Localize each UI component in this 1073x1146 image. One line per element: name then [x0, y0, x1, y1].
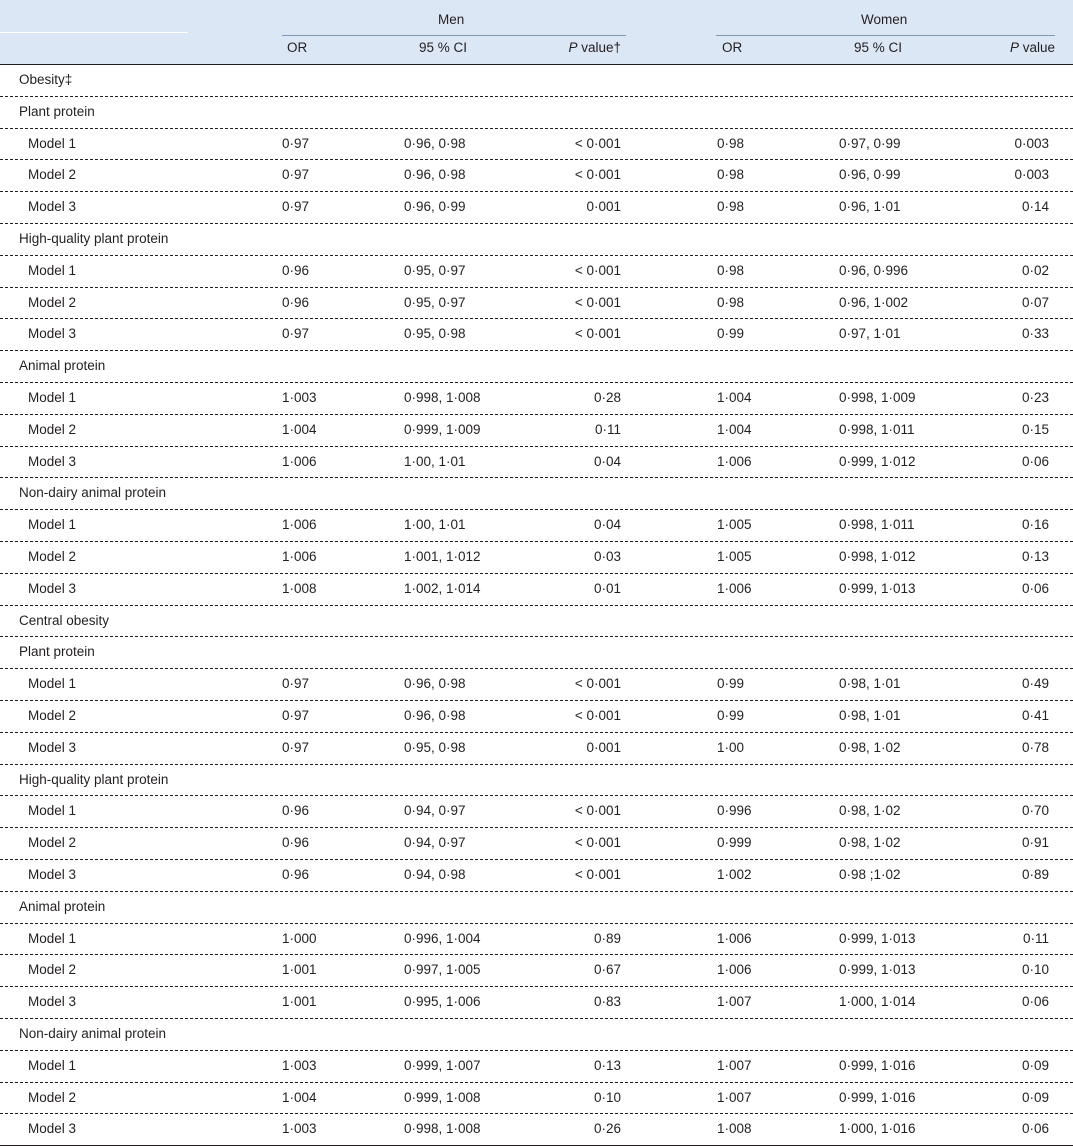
model-label: Model 2 [28, 1089, 77, 1105]
women-or-cell: 1·006 [717, 580, 752, 596]
men-ci-heading: 95 % CI [419, 40, 468, 55]
table-row [0, 319, 1073, 351]
model-label: Model 3 [28, 994, 77, 1010]
men-or-cell: 0·96 [282, 835, 310, 851]
men-ci-cell: 0·995, 1·006 [404, 994, 481, 1010]
women-p-cell: 0·16 [1021, 517, 1049, 533]
women-ci-cell: 0·999, 1·013 [839, 962, 916, 978]
women-or-cell: 0·98 [717, 199, 745, 215]
women-or-cell: 1·006 [717, 962, 752, 978]
model-label: Model 2 [28, 548, 77, 564]
section-row [0, 765, 1073, 797]
women-ci-cell: 0·96, 1·002 [839, 294, 909, 310]
model-label: Model 1 [28, 803, 77, 819]
section-label: Animal protein [19, 358, 106, 374]
section-label: Central obesity [19, 612, 110, 628]
model-label: Model 2 [28, 294, 77, 310]
women-p-cell: 0·11 [1022, 930, 1049, 946]
men-ci-cell: 0·95, 0·97 [404, 262, 466, 278]
men-p-cell: 0·001 [586, 739, 621, 755]
men-p-cell: < 0·001 [574, 866, 621, 882]
table-row [0, 701, 1073, 733]
men-p-cell: < 0·001 [574, 167, 621, 183]
women-p-cell: 0·33 [1021, 326, 1049, 342]
women-ci-cell: 0·98 ;1·02 [839, 866, 901, 882]
table-row [0, 129, 1073, 161]
table-row [0, 1114, 1073, 1146]
men-ci-cell: 0·998, 1·008 [404, 389, 481, 405]
model-label: Model 1 [28, 389, 77, 405]
model-label: Model 3 [28, 199, 77, 215]
women-p-cell: 0·89 [1021, 866, 1049, 882]
model-label: Model 2 [28, 707, 77, 723]
women-or-cell: 0·98 [717, 262, 745, 278]
men-p-cell: 0·28 [593, 389, 621, 405]
men-or-cell: 0·97 [282, 167, 310, 183]
men-or-cell: 1·000 [282, 930, 317, 946]
model-label: Model 3 [28, 866, 77, 882]
men-ci-cell: 0·94, 0·97 [404, 835, 466, 851]
women-p-cell: 0·23 [1021, 389, 1049, 405]
women-ci-cell: 1·000, 1·014 [839, 994, 916, 1010]
men-ci-cell: 0·96, 0·99 [404, 199, 466, 215]
women-ci-cell: 0·98, 1·01 [839, 676, 901, 692]
model-label: Model 3 [28, 326, 77, 342]
women-ci-cell: 1·000, 1·016 [839, 1121, 916, 1137]
women-ci-cell: 0·999, 1·012 [839, 453, 916, 469]
model-label: Model 2 [28, 421, 77, 437]
men-or-cell: 0·96 [282, 262, 310, 278]
women-p-cell: 0·41 [1021, 707, 1049, 723]
table-row [0, 415, 1073, 447]
section-label: Plant protein [19, 644, 95, 660]
section-label: High-quality plant protein [19, 230, 169, 246]
table-row [0, 669, 1073, 701]
model-label: Model 2 [28, 167, 77, 183]
table-row [0, 542, 1073, 574]
women-ci-cell: 0·998, 1·009 [839, 389, 916, 405]
women-or-cell: 0·99 [717, 707, 745, 723]
men-p-cell: < 0·001 [574, 294, 621, 310]
men-ci-cell: 0·94, 0·97 [404, 803, 466, 819]
men-or-cell: 0·97 [282, 199, 310, 215]
women-or-cell: 0·98 [717, 294, 745, 310]
men-ci-cell: 1·002, 1·014 [404, 580, 481, 596]
women-or-cell: 0·98 [717, 167, 745, 183]
men-or-cell: 1·008 [282, 580, 317, 596]
men-p-italic: P [568, 40, 578, 55]
women-group-rule [716, 35, 1055, 36]
women-ci-cell: 0·97, 0·99 [839, 135, 901, 151]
men-p-cell: 0·01 [593, 580, 621, 596]
men-ci-cell: 1·00, 1·01 [404, 517, 466, 533]
men-p-rest: value† [577, 40, 621, 55]
model-label: Model 1 [28, 135, 77, 151]
women-p-heading [1010, 40, 1055, 55]
section-label: High-quality plant protein [19, 771, 169, 787]
men-ci-cell: 0·998, 1·008 [404, 1121, 481, 1137]
men-ci-cell: 1·00, 1·01 [404, 453, 466, 469]
women-p-cell: 0·003 [1014, 167, 1049, 183]
model-label: Model 1 [28, 1057, 77, 1073]
women-ci-cell: 0·998, 1·012 [839, 548, 916, 564]
women-p-cell: 0·003 [1014, 135, 1049, 151]
table-row [0, 828, 1073, 860]
women-ci-cell: 0·999, 1·016 [839, 1089, 916, 1105]
women-ci-cell: 0·998, 1·011 [839, 421, 915, 437]
men-p-cell: 0·04 [593, 517, 621, 533]
table-row [0, 383, 1073, 415]
men-ci-cell: 0·96, 0·98 [404, 707, 466, 723]
women-p-cell: 0·10 [1021, 962, 1049, 978]
women-or-cell: 1·002 [717, 866, 752, 882]
men-or-cell: 0·97 [282, 676, 310, 692]
table-row [0, 447, 1073, 479]
section-label: Plant protein [19, 103, 95, 119]
women-group-heading: Women [861, 12, 908, 27]
section-label: Non-dairy animal protein [19, 485, 167, 501]
women-ci-cell: 0·999, 1·016 [839, 1057, 916, 1073]
women-ci-heading: 95 % CI [854, 40, 903, 55]
men-or-cell: 1·003 [282, 1121, 317, 1137]
men-p-cell: < 0·001 [574, 135, 621, 151]
men-or-cell: 1·003 [282, 389, 317, 405]
header-divider [0, 32, 188, 33]
section-row [0, 637, 1073, 669]
model-label: Model 1 [28, 930, 77, 946]
table-row [0, 160, 1073, 192]
women-or-cell: 0·996 [717, 803, 752, 819]
men-or-cell: 0·96 [282, 866, 310, 882]
women-p-cell: 0·02 [1021, 262, 1049, 278]
section-row [0, 351, 1073, 383]
women-p-cell: 0·49 [1021, 676, 1049, 692]
men-p-cell: 0·10 [593, 1089, 621, 1105]
men-ci-cell: 0·996, 1·004 [404, 930, 481, 946]
section-row [0, 892, 1073, 924]
men-ci-cell: 0·999, 1·008 [404, 1089, 481, 1105]
men-or-cell: 0·97 [282, 707, 310, 723]
men-p-cell: < 0·001 [574, 835, 621, 851]
men-p-cell: 0·13 [593, 1057, 621, 1073]
section-row [0, 1019, 1073, 1051]
women-ci-cell: 0·98, 1·02 [839, 739, 901, 755]
women-p-cell: 0·09 [1021, 1057, 1049, 1073]
men-p-cell: 0·11 [594, 421, 621, 437]
women-or-cell: 0·99 [717, 326, 745, 342]
model-label: Model 1 [28, 517, 77, 533]
table-row [0, 924, 1073, 956]
men-p-cell: 0·83 [593, 994, 621, 1010]
men-ci-cell: 1·001, 1·012 [404, 548, 481, 564]
men-p-cell: 0·03 [593, 548, 621, 564]
men-p-cell: < 0·001 [574, 676, 621, 692]
men-or-cell: 0·96 [282, 803, 310, 819]
model-label: Model 3 [28, 580, 77, 596]
section-row [0, 224, 1073, 256]
section-row [0, 65, 1073, 97]
women-p-rest: value [1018, 40, 1055, 55]
men-ci-cell: 0·999, 1·009 [404, 421, 481, 437]
women-p-cell: 0·09 [1021, 1089, 1049, 1105]
women-p-cell: 0·15 [1021, 421, 1049, 437]
model-label: Model 3 [28, 739, 77, 755]
table-row [0, 733, 1073, 765]
women-ci-cell: 0·98, 1·02 [839, 803, 901, 819]
women-p-italic: P [1009, 40, 1019, 55]
men-ci-cell: 0·95, 0·98 [404, 326, 466, 342]
men-or-cell: 0·96 [282, 294, 310, 310]
section-label: Obesity‡ [19, 72, 73, 87]
men-ci-cell: 0·96, 0·98 [404, 167, 466, 183]
section-label: Non-dairy animal protein [19, 1025, 167, 1041]
women-or-cell: 1·006 [717, 453, 752, 469]
men-p-cell: 0·04 [593, 453, 621, 469]
women-p-cell: 0·13 [1021, 548, 1049, 564]
table-row [0, 955, 1073, 987]
model-label: Model 2 [28, 835, 77, 851]
women-p-cell: 0·06 [1021, 1121, 1049, 1137]
women-p-cell: 0·07 [1021, 294, 1049, 310]
women-or-cell: 0·99 [717, 676, 745, 692]
women-ci-cell: 0·96, 1·01 [839, 199, 901, 215]
men-group-heading: Men [438, 12, 465, 27]
table-row [0, 192, 1073, 224]
women-ci-cell: 0·97, 1·01 [839, 326, 901, 342]
women-or-cell: 1·007 [717, 994, 752, 1010]
women-p-cell: 0·06 [1021, 994, 1049, 1010]
section-row [0, 606, 1073, 638]
table-row [0, 987, 1073, 1019]
men-p-cell: 0·67 [593, 962, 621, 978]
model-label: Model 1 [28, 262, 77, 278]
women-p-cell: 0·14 [1021, 199, 1049, 215]
men-or-cell: 1·006 [282, 548, 317, 564]
model-label: Model 1 [28, 676, 77, 692]
men-or-cell: 1·001 [282, 962, 317, 978]
women-or-cell: 1·006 [717, 930, 752, 946]
men-or-cell: 0·97 [282, 135, 310, 151]
women-p-cell: 0·70 [1021, 803, 1049, 819]
men-p-cell: 0·001 [586, 199, 621, 215]
men-p-cell: < 0·001 [574, 326, 621, 342]
men-ci-cell: 0·96, 0·98 [404, 676, 466, 692]
men-or-heading: OR [287, 40, 308, 55]
men-group-rule [282, 35, 626, 36]
women-or-cell: 1·00 [717, 739, 745, 755]
table-row [0, 860, 1073, 892]
men-ci-cell: 0·95, 0·98 [404, 739, 466, 755]
table-row [0, 510, 1073, 542]
men-or-cell: 1·004 [282, 1089, 317, 1105]
men-ci-cell: 0·94, 0·98 [404, 866, 466, 882]
men-or-cell: 0·97 [282, 739, 310, 755]
men-ci-cell: 0·95, 0·97 [404, 294, 466, 310]
section-label: Animal protein [19, 898, 106, 914]
women-ci-cell: 0·999, 1·013 [839, 930, 916, 946]
women-or-cell: 1·007 [717, 1089, 752, 1105]
table-row [0, 288, 1073, 320]
table-row [0, 256, 1073, 288]
women-or-cell: 0·999 [717, 835, 752, 851]
men-p-cell: 0·89 [593, 930, 621, 946]
women-or-cell: 1·004 [717, 389, 752, 405]
men-or-cell: 1·006 [282, 453, 317, 469]
table-row [0, 574, 1073, 606]
women-or-cell: 1·008 [717, 1121, 752, 1137]
men-or-cell: 0·97 [282, 326, 310, 342]
model-label: Model 3 [28, 1121, 77, 1137]
women-p-cell: 0·78 [1021, 739, 1049, 755]
women-ci-cell: 0·96, 0·996 [839, 262, 909, 278]
section-row [0, 478, 1073, 510]
men-p-cell: 0·26 [593, 1121, 621, 1137]
men-p-cell: < 0·001 [574, 262, 621, 278]
women-or-cell: 0·98 [717, 135, 745, 151]
men-ci-cell: 0·997, 1·005 [404, 962, 481, 978]
women-ci-cell: 0·98, 1·02 [839, 835, 901, 851]
women-ci-cell: 0·999, 1·013 [839, 580, 916, 596]
section-row [0, 97, 1073, 129]
men-p-cell: < 0·001 [574, 707, 621, 723]
men-or-cell: 1·001 [282, 994, 317, 1010]
men-or-cell: 1·003 [282, 1057, 317, 1073]
women-p-cell: 0·06 [1021, 453, 1049, 469]
women-ci-cell: 0·98, 1·01 [839, 707, 901, 723]
table-row [0, 1083, 1073, 1115]
women-or-cell: 1·005 [717, 548, 752, 564]
men-or-cell: 1·004 [282, 421, 317, 437]
men-p-heading [568, 40, 621, 55]
women-or-cell: 1·007 [717, 1057, 752, 1073]
women-p-cell: 0·06 [1021, 580, 1049, 596]
men-ci-cell: 0·96, 0·98 [404, 135, 466, 151]
women-or-heading: OR [722, 40, 743, 55]
table-header [0, 0, 1073, 64]
table-row [0, 796, 1073, 828]
men-p-cell: < 0·001 [574, 803, 621, 819]
women-or-cell: 1·005 [717, 517, 752, 533]
men-or-cell: 1·006 [282, 517, 317, 533]
women-p-cell: 0·91 [1021, 835, 1049, 851]
model-label: Model 3 [28, 453, 77, 469]
women-ci-cell: 0·998, 1·011 [839, 517, 915, 533]
table-row [0, 1051, 1073, 1083]
women-ci-cell: 0·96, 0·99 [839, 167, 901, 183]
women-or-cell: 1·004 [717, 421, 752, 437]
men-ci-cell: 0·999, 1·007 [404, 1057, 481, 1073]
model-label: Model 2 [28, 962, 77, 978]
table-body [0, 65, 1073, 1146]
